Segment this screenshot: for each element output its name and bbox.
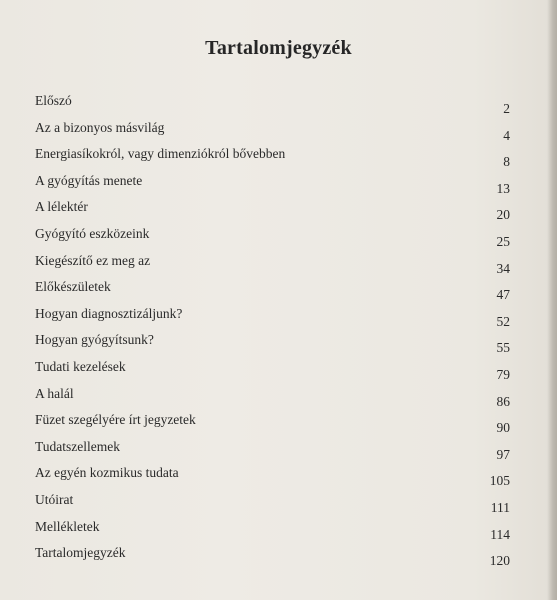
toc-entry-label: Füzet szegélyére írt jegyzetek [35,412,196,428]
toc-entry-page: 90 [496,420,510,436]
toc-entry-label: Tartalomjegyzék [35,545,126,561]
toc-entry-label: Utóirat [35,491,74,507]
toc-entry-label: Gyógyító eszközeink [35,225,150,241]
page-edge-shadow [547,0,557,600]
toc-entry [35,436,510,463]
toc-entry [35,223,510,250]
toc-entry-page: 97 [496,446,510,462]
toc-entry [35,383,510,410]
toc-entry-label: A halál [35,385,74,401]
toc-entry-label: Az egyén kozmikus tudata [35,465,179,481]
toc-entry-page: 79 [496,366,510,382]
toc-entry-label: Hogyan gyógyítsunk? [35,332,154,348]
toc-entry-label: Kiegészítő ez meg az [35,252,151,268]
table-of-contents [35,90,510,569]
toc-entry [35,303,510,330]
toc-entry-page: 4 [503,127,510,143]
toc-entry-page: 114 [490,526,510,542]
toc-entry-page: 86 [496,393,510,409]
toc-entry [35,516,510,543]
toc-entry-page: 47 [496,287,510,303]
toc-entry [35,356,510,383]
toc-entry [35,329,510,356]
toc-entry-page: 2 [503,101,510,116]
toc-entry-label: A gyógyítás menete [35,172,143,188]
toc-entry-label: Előkészületek [35,279,111,295]
toc-entry-label: Az a bizonyos másvilág [35,119,165,135]
page-title: Tartalomjegyzék [205,37,352,59]
toc-entry-page: 25 [496,233,510,249]
toc-entry [35,409,510,436]
toc-entry-page: 13 [496,180,510,196]
toc-entry [35,196,510,223]
toc-entry-page: 8 [503,154,510,170]
toc-entry-page: 105 [489,473,510,489]
toc-entry [35,117,510,144]
toc-entry [35,90,510,117]
toc-entry-page: 120 [489,553,510,569]
toc-entry-label: Energiasíkokról, vagy dimenziókról bővebben [35,146,286,162]
toc-entry-page: 34 [496,260,510,276]
toc-entry [35,462,510,489]
toc-entry [35,489,510,516]
toc-entry-label: Hogyan diagnosztizáljunk? [35,305,183,321]
toc-entry-label: A lélektér [35,199,88,215]
toc-entry [35,542,510,569]
toc-entry-page: 20 [496,207,510,223]
toc-entry-label: Előszó [35,93,72,108]
toc-entry-page: 55 [496,340,510,356]
toc-entry [35,143,510,170]
toc-entry [35,250,510,277]
toc-entry-label: Tudati kezelések [35,358,126,374]
toc-entry-page: 111 [490,499,510,515]
toc-entry-label: Mellékletek [35,518,100,534]
toc-entry [35,170,510,197]
toc-entry-page: 52 [496,313,510,329]
toc-entry [35,276,510,303]
toc-entry-label: Tudatszellemek [35,438,120,454]
